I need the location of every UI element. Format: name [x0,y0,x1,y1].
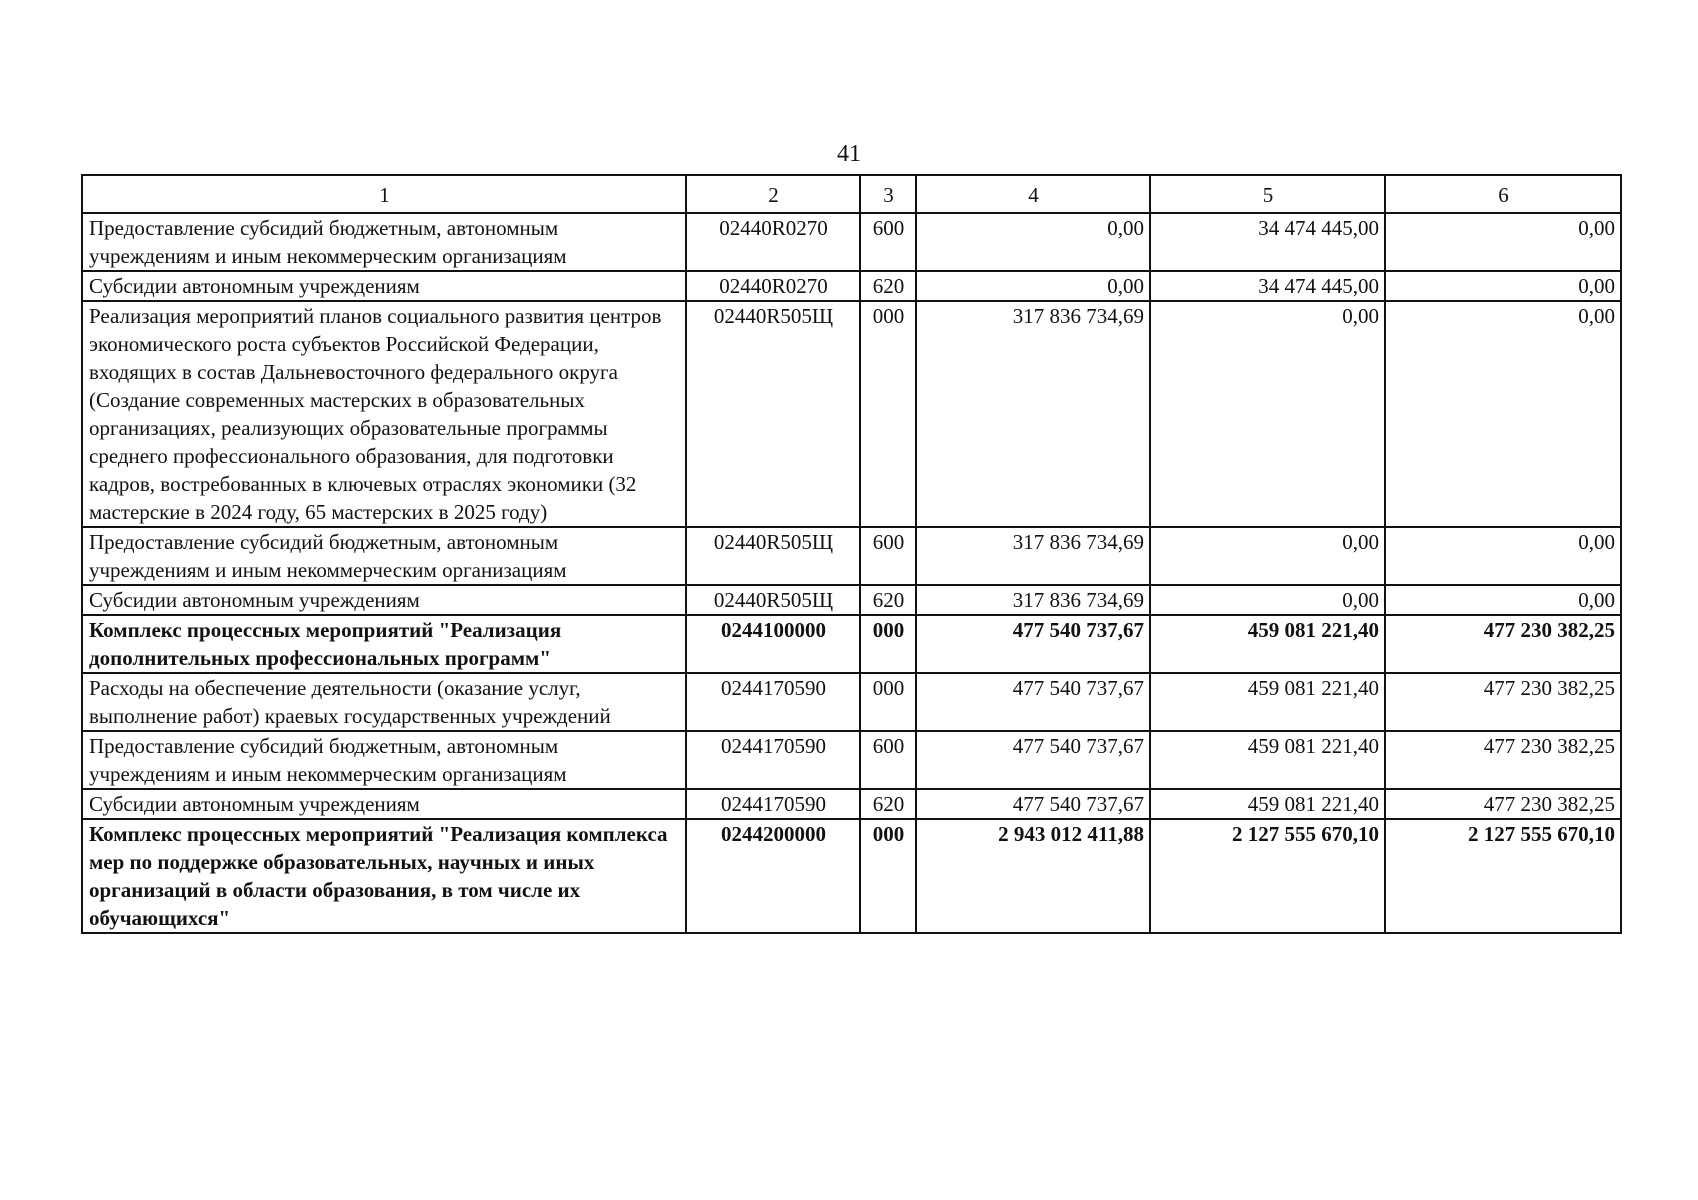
row-value-5: 459 081 221,40 [1150,731,1385,789]
column-header-6: 6 [1385,175,1621,213]
row-kvr: 620 [860,271,916,301]
row-value-6: 477 230 382,25 [1385,615,1621,673]
row-code: 0244170590 [686,731,860,789]
row-name: Комплекс процессных мероприятий "Реализация комплекса мер по поддержке образовательных, научных и иных организаций в области образования, в том числе их обучающихся" [82,819,686,933]
row-code: 02440R505Щ [686,585,860,615]
table-row-subtotal [82,615,1621,673]
column-header-5: 5 [1150,175,1385,213]
row-name: Комплекс процессных мероприятий "Реализация дополнительных профессиональных программ" [82,615,686,673]
row-kvr: 000 [860,301,916,527]
table-header-row [82,175,1621,213]
row-code: 0244200000 [686,819,860,933]
column-header-3: 3 [860,175,916,213]
row-value-4: 317 836 734,69 [916,527,1150,585]
row-value-5: 34 474 445,00 [1150,213,1385,271]
row-value-5: 2 127 555 670,10 [1150,819,1385,933]
row-value-6: 477 230 382,25 [1385,789,1621,819]
row-value-6: 2 127 555 670,10 [1385,819,1621,933]
row-value-4: 477 540 737,67 [916,789,1150,819]
row-value-6: 477 230 382,25 [1385,673,1621,731]
row-kvr: 600 [860,213,916,271]
table-row [82,271,1621,301]
row-kvr: 000 [860,819,916,933]
row-name: Предоставление субсидий бюджетным, автономным учреждениям и иным некоммерческим организациям [82,213,686,271]
row-code: 02440R0270 [686,213,860,271]
row-name: Расходы на обеспечение деятельности (оказание услуг, выполнение работ) краевых государственных учреждений [82,673,686,731]
row-name: Субсидии автономным учреждениям [82,789,686,819]
row-value-6: 477 230 382,25 [1385,731,1621,789]
row-value-4: 477 540 737,67 [916,615,1150,673]
row-kvr: 000 [860,673,916,731]
row-code: 02440R505Щ [686,301,860,527]
row-kvr: 600 [860,527,916,585]
table-row [82,213,1621,271]
row-kvr: 600 [860,731,916,789]
page-number: 41 [837,141,861,167]
row-kvr: 620 [860,789,916,819]
row-name: Субсидии автономным учреждениям [82,271,686,301]
row-name: Реализация мероприятий планов социального развития центров экономического роста субъектов Российской Федерации, входящих в состав Дальневосточного федерального округа (Создание современных мастерских в образовательных организациях, реализующих образовательные программы среднего профессионального образования, для подготовки кадров, востребованных в ключевых отраслях экономики (32 мастерские в 2024 году, 65 мастерских в 2025 году) [82,301,686,527]
table-row-subtotal [82,819,1621,933]
table-row [82,673,1621,731]
row-value-5: 0,00 [1150,301,1385,527]
row-value-4: 317 836 734,69 [916,301,1150,527]
row-value-4: 0,00 [916,213,1150,271]
row-code: 0244170590 [686,673,860,731]
row-name: Субсидии автономным учреждениям [82,585,686,615]
row-value-4: 0,00 [916,271,1150,301]
table-row [82,789,1621,819]
row-value-5: 459 081 221,40 [1150,615,1385,673]
row-name: Предоставление субсидий бюджетным, автономным учреждениям и иным некоммерческим организациям [82,527,686,585]
table-row [82,731,1621,789]
column-header-1: 1 [82,175,686,213]
table-row [82,527,1621,585]
row-value-6: 0,00 [1385,213,1621,271]
row-value-4: 477 540 737,67 [916,673,1150,731]
row-value-5: 459 081 221,40 [1150,789,1385,819]
column-header-2: 2 [686,175,860,213]
row-value-5: 459 081 221,40 [1150,673,1385,731]
row-value-4: 317 836 734,69 [916,585,1150,615]
row-code: 02440R505Щ [686,527,860,585]
row-kvr: 000 [860,615,916,673]
row-value-5: 0,00 [1150,527,1385,585]
row-value-5: 34 474 445,00 [1150,271,1385,301]
column-header-4: 4 [916,175,1150,213]
table-row [82,585,1621,615]
table-row [82,301,1621,527]
row-value-6: 0,00 [1385,271,1621,301]
row-name: Предоставление субсидий бюджетным, автономным учреждениям и иным некоммерческим организациям [82,731,686,789]
row-value-5: 0,00 [1150,585,1385,615]
row-value-6: 0,00 [1385,527,1621,585]
row-code: 0244100000 [686,615,860,673]
row-value-6: 0,00 [1385,301,1621,527]
budget-table [81,174,1622,934]
row-value-4: 2 943 012 411,88 [916,819,1150,933]
row-code: 02440R0270 [686,271,860,301]
row-code: 0244170590 [686,789,860,819]
row-value-6: 0,00 [1385,585,1621,615]
row-kvr: 620 [860,585,916,615]
row-value-4: 477 540 737,67 [916,731,1150,789]
